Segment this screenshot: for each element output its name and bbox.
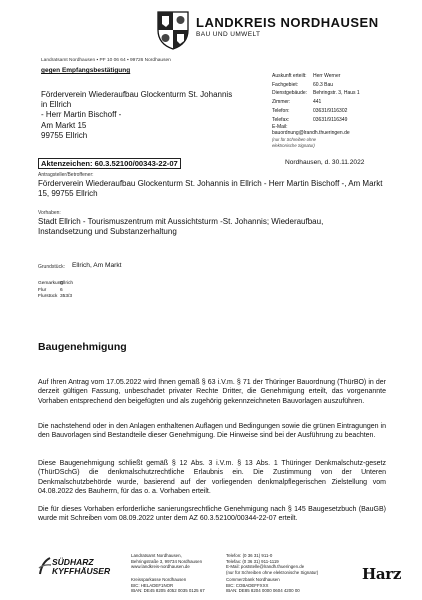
email-note: elektronische Signatur) (272, 142, 315, 148)
delivery-note: gegen Empfangsbestätigung (41, 67, 131, 74)
info-row (272, 98, 360, 107)
footer-line: www.landkreis-nordhausen.de (131, 564, 190, 570)
project-text: Stadt Ellrich - Tourismuszentrum mit Aussichtsturm -St. Johannis; Wiederaufbau, Instandsetzung und Substanzerhaltung (38, 217, 324, 236)
cadastre-value: 353/3 (60, 294, 73, 300)
body-paragraph: Auf Ihren Antrag vom 17.05.2022 wird Ihnen gemäß § 63 i.V.m. § 71 der Thüringer Bauordnung (ThürBO) in der derzeit gültigen Fassung, unbeschadet privater Rechte Dritter, die Genehmigung erteilt, das vorgenannte Vorhaben entsprechend den beigefügten und als zugehörig gekennzeichneten Bauvorlagen auszuführen. (38, 379, 386, 405)
info-key: Fachgebiet: (272, 81, 299, 88)
organization-department: BAU UND UMWELT (196, 31, 261, 38)
info-key: Auskunft erteilt: (272, 73, 307, 79)
suedharz-kyffhaeuser-logo (38, 556, 52, 576)
info-value: 60.3 Bau (313, 81, 334, 88)
cadastre-key: Flur (38, 287, 47, 293)
info-key: Zimmer: (272, 99, 291, 106)
body-paragraph: Die für dieses Vorhaben erforderliche sanierungsrechtliche Genehmigung nach § 145 Baugesetzbuch (BauGB) wurde mit Schreiben vom 08.09.2022 unter dem AZ 60.3.52100/00344-22-07 erteilt. (38, 506, 386, 523)
plot-value: Ellrich, Am Markt (72, 262, 122, 269)
applicant-label: Antragsteller/Betroffener: (38, 172, 94, 178)
footer-line: Commerzbank Nordhausen (226, 577, 280, 582)
cadastre-row (38, 294, 73, 301)
body-paragraph: Diese Baugenehmigung schließt gemäß § 12 Abs. 3 i.V.m. § 13 Abs. 1 Thüringer Denkmalschutz-gesetz (ThürDSchG) die denkmalschutzrechtliche Erlaubnis ein. Die Zustimmung von der Unteren Denkmalschutzbehörde wurde, basierend auf der vorliegenden denkmalpflegerischen Zielstellung vom 04.08.2022 des Bauherrn, für das o. a. Vorhaben erteilt. (38, 460, 386, 495)
footer-line: Landratsamt Nordhausen, (131, 553, 182, 558)
recipient-line: in Ellrich (41, 100, 72, 110)
recipient-address (41, 90, 232, 141)
cadastre-value: 6 (60, 287, 63, 293)
cadastre-key: Flurstück (38, 294, 58, 300)
harz-logo: Harz (362, 565, 402, 583)
cadastre-key: Gemarkung (38, 281, 64, 286)
footer-line: Telefon: (0 36 31) 911-0 (226, 553, 273, 558)
cadastre-row (38, 281, 73, 288)
email-note: (nur für Schreiben ohne (272, 136, 316, 142)
footer-line: Behringstraße 3, 99734 Nordhausen (131, 558, 203, 564)
cadastre-block (38, 281, 73, 301)
info-row (272, 107, 360, 116)
footer-line: IBAN: DE85 8204 0000 0604 4200 00 (226, 588, 300, 594)
info-key: Telefon: (272, 107, 290, 114)
footer-line: BIC: HELADEF1NOR (131, 582, 174, 588)
footer-line: Kreissparkasse Nordhausen (131, 577, 187, 582)
recipient-line: 99755 Ellrich (41, 130, 88, 140)
info-value: Behringstr. 3, Haus 1 (313, 90, 360, 97)
email-address: bauordnung@lrandh.thueringen.de (272, 130, 350, 137)
info-row (272, 72, 360, 81)
recipient-line: Am Markt 15 (41, 120, 87, 130)
file-reference: Aktenzeichen: 60.3.52100/00343-22-07 (38, 158, 181, 169)
document-heading: Baugenehmigung (38, 341, 127, 353)
footer-line: E-Mail: poststelle@lrandh.thueringen.de (226, 564, 305, 570)
footer-address-column (131, 553, 202, 570)
recipient-line: Förderverein Wiederaufbau Glockenturm St. Johannis (41, 90, 233, 99)
footer-contact-column (226, 553, 318, 576)
email-block (272, 125, 360, 148)
footer-line: IBAN: DE45 8205 4052 0035 0125 67 (131, 588, 205, 594)
info-value: 441 (313, 99, 322, 106)
footer-bank-column (131, 577, 205, 594)
info-row (272, 81, 360, 90)
info-value: 03631/9116302 (313, 107, 348, 114)
plot-label: Grundstück: (38, 264, 65, 270)
info-value: Herr Werner (313, 73, 341, 79)
coat-of-arms-logo (157, 10, 189, 50)
cadastre-value: Ellrich (60, 281, 74, 286)
applicant-text: Förderverein Wiederaufbau Glockenturm St. Johannis in Ellrich - Herr Martin Bischoff -, Am Markt 15, 99755 Ellrich (38, 179, 383, 198)
body-paragraph: Die nachstehend oder in den Anlagen enthaltenen Auflagen und Bedingungen sowie die grünen Eintragungen in den Bauvorlagen sind Bestandteile dieser Genehmigung. Die Hinweise sind bei der Ausführung zu beachten. (38, 423, 386, 440)
footer-line: Telefax: (0 36 31) 911-1119 (226, 558, 279, 564)
info-row (272, 89, 360, 98)
email-label: E-Mail: (272, 124, 288, 131)
footer-brand-line1: SÜDHARZ (52, 557, 94, 567)
organization-name: LANDKREIS NORDHAUSEN (196, 15, 379, 30)
project-label: Vorhaben: (38, 210, 61, 216)
info-key: Dienstgebäude: (272, 90, 308, 97)
footer-bank2-column (226, 577, 300, 594)
date-line: Nordhausen, d. 30.11.2022 (285, 159, 365, 166)
recipient-line: - Herr Martin Bischoff - (41, 110, 122, 120)
contact-info-block (272, 72, 360, 148)
sender-return-line: Landratsamt Nordhausen ▪ PF 10 06 64 ▪ 99726 Nordhausen (41, 58, 171, 63)
info-key: Telefax: (272, 116, 290, 123)
footer-line: BIC: COBADEFFXXX (226, 582, 269, 588)
footer-brand-line2: KYFFHÄUSER (52, 566, 111, 576)
info-row (272, 116, 360, 125)
info-value: 03631/9116349 (313, 116, 348, 123)
footer-line: (nur für Schreiben ohne elektronische Signatur) (226, 570, 319, 576)
